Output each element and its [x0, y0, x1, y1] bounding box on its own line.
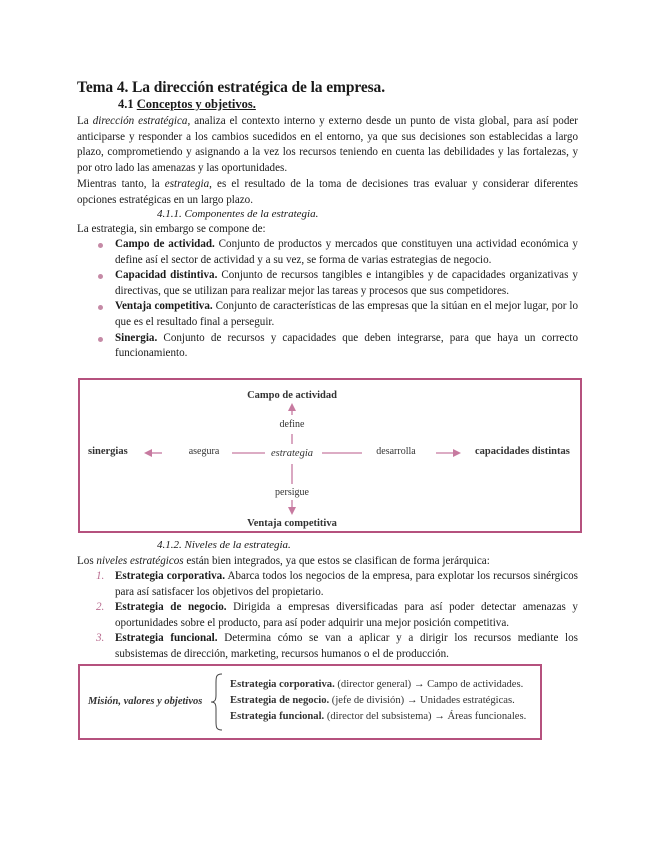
- diagram-node-center: estrategia: [271, 448, 313, 459]
- list-item: Ventaja competitiva. Conjunto de características de las empresas que la sitúan en el mejor lugar, por lo que es el resultado final a perseguir.: [77, 299, 578, 330]
- paragraph-estrategia: Mientras tanto, la estrategia, es el resultado de la toma de decisiones tras evaluar y considerar diferentes opciones estratégicas en un largo plazo.: [77, 178, 578, 206]
- diagram-verb-bottom: persigue: [275, 487, 309, 498]
- list-item: 1. Estrategia corporativa. Abarca todos los negocios de la empresa, para explotar los recursos sinérgicos para así satisfacer los objetivos del propietario.: [96, 570, 578, 598]
- arrow-down-icon: [288, 507, 296, 515]
- list-item: Campo de actividad. Conjunto de productos y mercados que constituyen una actividad económica y define así el sector de actividad y a su vez, se forma de varias estrategias de negocio.: [77, 237, 578, 268]
- diagram-node-bottom: Ventaja competitiva: [247, 518, 337, 529]
- strategy-levels-diagram: [78, 664, 542, 740]
- subsection-niveles: 4.1.2. Niveles de la estrategia.: [157, 539, 291, 551]
- diagram-node-left: sinergias: [88, 446, 128, 457]
- list-number: 2.: [96, 601, 105, 614]
- diagram-row: Estrategia funcional. (director del subsistema) → Áreas funcionales.: [230, 711, 527, 722]
- list-item: Capacidad distintiva. Conjunto de recursos tangibles e intangibles y de capacidades organizativas y directivas, que se utilizan para realizar mejor las tareas y procesos que sus competidores.: [77, 268, 578, 299]
- levels-list: [77, 569, 578, 663]
- bullet-icon: [98, 305, 103, 310]
- diagram-verb-top: define: [279, 419, 305, 430]
- section-label: Conceptos y objetivos.: [136, 97, 256, 111]
- bullet-icon: [98, 243, 103, 248]
- diagram-verb-right: desarrolla: [376, 446, 416, 457]
- term-niveles-estrategicos: niveles estratégicos: [96, 555, 184, 567]
- diagram-rows: [230, 677, 526, 725]
- components-list: [77, 237, 578, 362]
- curly-brace-icon: [210, 673, 224, 731]
- subsection-componentes: 4.1.1. Componentes de la estrategia.: [157, 208, 319, 220]
- strategy-components-diagram: [78, 378, 582, 533]
- diagram-node-right: capacidades distintas: [475, 446, 570, 457]
- section-heading: [118, 97, 256, 112]
- page-title: Tema 4. La dirección estratégica de la empresa.: [77, 79, 385, 96]
- section-number: 4.1: [118, 97, 134, 111]
- term-direccion-estrategica: dirección estratégica: [92, 115, 188, 127]
- list-number: 1.: [96, 570, 105, 582]
- paragraph-direccion-estrategica: La dirección estratégica, analiza el contexto interno y externo desde un punto de vista global, para así poder anticiparse y responder a los cambios sucedidos en el entorno, ya que sus decisiones son establecidas a largo plazo, comprometiendo y asignando a la vez los recursos teniendo en cuenta las debilidades y las fortalezas, y por otro lado las amenazas y las oportunidades.: [77, 115, 578, 174]
- list-item: 3. Estrategia funcional. Determina cómo se van a aplicar y a dirigir los recursos mediante los subsistemas de dirección, marketing, recursos humanos o el de producción.: [96, 632, 578, 660]
- diagram-row: Estrategia corporativa. (director general) → Campo de actividades.: [230, 679, 524, 690]
- arrow-up-icon: [288, 403, 296, 411]
- diagram-left-label: Misión, valores y objetivos: [88, 696, 203, 707]
- diagram-row: Estrategia de negocio. (jefe de división) → Unidades estratégicas.: [230, 695, 515, 706]
- diagram-verb-left: asegura: [188, 446, 220, 457]
- list-item: Sinergia. Conjunto de recursos y capacidades que deben integrarse, para que haya un correcto funcionamiento.: [77, 331, 578, 362]
- diagram-node-top: Campo de actividad: [247, 390, 337, 401]
- list-item: 2. Estrategia de negocio. Dirigida a empresas diversificadas para así poder detectar amenazas y oportunidades sobre el producto, para así poder adquirir una mejor posición competitiva.: [96, 601, 578, 629]
- arrow-left-icon: [144, 449, 152, 457]
- arrow-right-icon: [453, 449, 461, 457]
- list-number: 3.: [96, 632, 105, 645]
- paragraph-niveles: Los niveles estratégicos están bien integrados, ya que estos se clasifican de forma jerárquica:: [77, 555, 490, 567]
- term-estrategia: estrategia: [164, 178, 210, 190]
- components-intro: La estrategia, sin embargo se compone de:: [77, 223, 266, 235]
- bullet-icon: [98, 274, 103, 279]
- bullet-icon: [98, 337, 103, 342]
